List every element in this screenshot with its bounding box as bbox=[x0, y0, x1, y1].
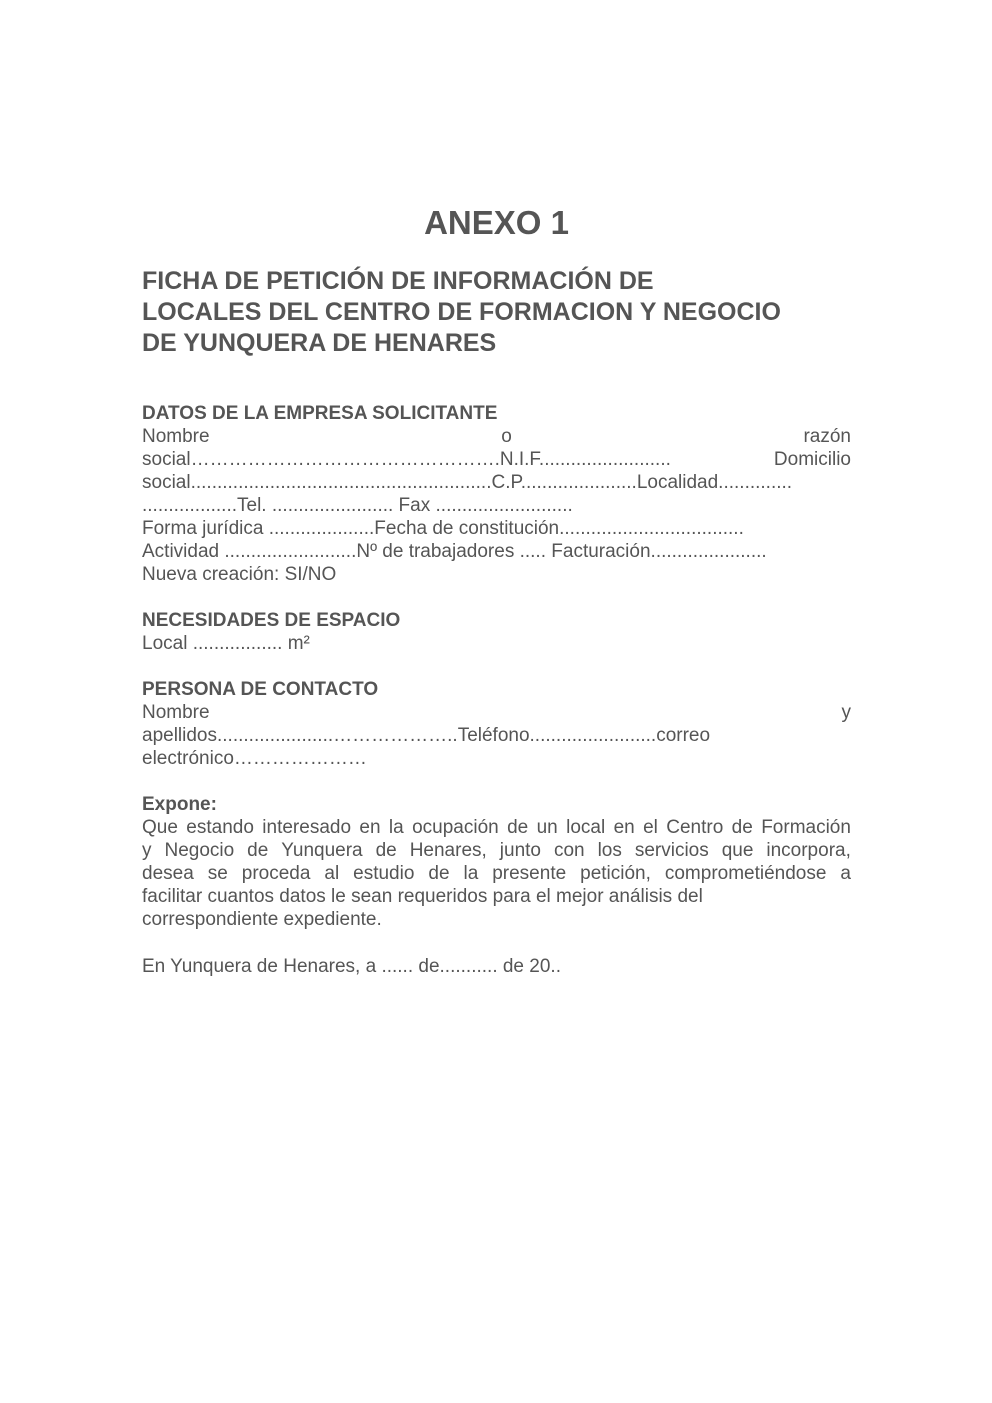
paragraph-word: presente bbox=[492, 863, 567, 884]
paragraph-word: estudio bbox=[353, 863, 415, 884]
contact-surname-phone-line: apellidos......................………………..Teléfono........................correo bbox=[142, 725, 711, 746]
paragraph-word: de bbox=[428, 863, 450, 884]
company-activity-line: Actividad .........................Nº de trabajadores ..... Facturación...................... bbox=[142, 541, 767, 562]
expone-paragraph-line-1 bbox=[142, 816, 851, 839]
paragraph-word: al bbox=[324, 863, 340, 884]
document-title-line-1: FICHA DE PETICIÓN DE INFORMACIÓN DE bbox=[142, 267, 654, 295]
paragraph-word: ocupación bbox=[412, 817, 499, 838]
paragraph-word: a bbox=[840, 863, 851, 884]
paragraph-word: local bbox=[566, 817, 606, 838]
company-name-label-3: razón bbox=[803, 426, 851, 447]
paragraph-word: Henares, bbox=[409, 840, 487, 861]
space-needs-heading: NECESIDADES DE ESPACIO bbox=[142, 610, 401, 631]
expone-paragraph-line-2 bbox=[142, 839, 851, 862]
paragraph-word: junto bbox=[499, 840, 541, 861]
contact-person-section bbox=[142, 678, 851, 770]
contact-name-label-2: y bbox=[841, 702, 851, 723]
paragraph-word: que bbox=[721, 840, 754, 861]
paragraph-word: de bbox=[507, 817, 529, 838]
contact-email-line: electrónico………………… bbox=[142, 748, 367, 769]
space-local-line: Local ................. m² bbox=[142, 633, 310, 654]
paragraph-word: de bbox=[731, 817, 753, 838]
company-nif-field: social………………………………………….N.I.F......................... bbox=[142, 449, 671, 470]
company-data-section bbox=[142, 402, 851, 586]
company-address-line: social.........................................................C.P......................Localidad.............. bbox=[142, 472, 793, 493]
company-data-heading: DATOS DE LA EMPRESA SOLICITANTE bbox=[142, 403, 498, 424]
paragraph-word: y bbox=[142, 840, 152, 861]
contact-person-heading: PERSONA DE CONTACTO bbox=[142, 679, 379, 700]
company-name-label-1: Nombre bbox=[142, 426, 210, 447]
paragraph-word: en bbox=[613, 817, 635, 838]
paragraph-word: con bbox=[553, 840, 585, 861]
paragraph-word: Yunquera bbox=[281, 840, 363, 861]
company-new-creation-line: Nueva creación: SI/NO bbox=[142, 564, 337, 585]
expone-section bbox=[142, 793, 851, 931]
company-name-line bbox=[142, 425, 851, 448]
paragraph-word: los bbox=[597, 840, 622, 861]
closing-section bbox=[142, 955, 851, 978]
contact-name-label-1: Nombre bbox=[142, 702, 210, 723]
annex-title: ANEXO 1 bbox=[424, 204, 569, 241]
contact-name-line bbox=[142, 701, 851, 724]
paragraph-word: estando bbox=[186, 817, 254, 838]
document-title-line-2: LOCALES DEL CENTRO DE FORMACION Y NEGOCIO bbox=[142, 298, 781, 326]
paragraph-word: de bbox=[247, 840, 269, 861]
expone-paragraph-line-4: facilitar cuantos datos le sean requeridos para el mejor análisis del bbox=[142, 886, 703, 907]
paragraph-word: servicios bbox=[634, 840, 709, 861]
company-nif-line bbox=[142, 448, 851, 471]
paragraph-word: el bbox=[643, 817, 658, 838]
document-title-line-3: DE YUNQUERA DE HENARES bbox=[142, 329, 497, 357]
paragraph-word: en bbox=[359, 817, 381, 838]
company-address-label: Domicilio bbox=[773, 449, 851, 470]
expone-paragraph-line-5: correspondiente expediente. bbox=[142, 909, 382, 930]
company-name-label-2: o bbox=[501, 426, 512, 447]
company-phone-line: ..................Tel. ....................... Fax .......................... bbox=[142, 495, 573, 516]
paragraph-word: Negocio bbox=[164, 840, 235, 861]
closing-date-line: En Yunquera de Henares, a ...... de........... de 20.. bbox=[142, 956, 561, 977]
expone-heading: Expone: bbox=[142, 794, 217, 815]
company-legal-form-line: Forma jurídica ....................Fecha de constitución................................... bbox=[142, 518, 744, 539]
paragraph-word: Formación bbox=[761, 817, 851, 838]
paragraph-word: se bbox=[207, 863, 228, 884]
paragraph-word: petición, bbox=[580, 863, 651, 884]
paragraph-word: la bbox=[463, 863, 479, 884]
paragraph-word: la bbox=[388, 817, 404, 838]
paragraph-word: interesado bbox=[262, 817, 352, 838]
paragraph-word: de bbox=[375, 840, 397, 861]
expone-paragraph-line-3 bbox=[142, 862, 851, 885]
paragraph-word: Centro bbox=[666, 817, 724, 838]
paragraph-word: desea bbox=[142, 863, 194, 884]
paragraph-word: incorpora, bbox=[766, 840, 851, 861]
paragraph-word: un bbox=[536, 817, 558, 838]
paragraph-word: Que bbox=[142, 817, 178, 838]
document-title bbox=[142, 266, 851, 359]
space-needs-section bbox=[142, 609, 851, 655]
paragraph-word: comprometiéndose bbox=[664, 863, 827, 884]
paragraph-word: proceda bbox=[241, 863, 311, 884]
